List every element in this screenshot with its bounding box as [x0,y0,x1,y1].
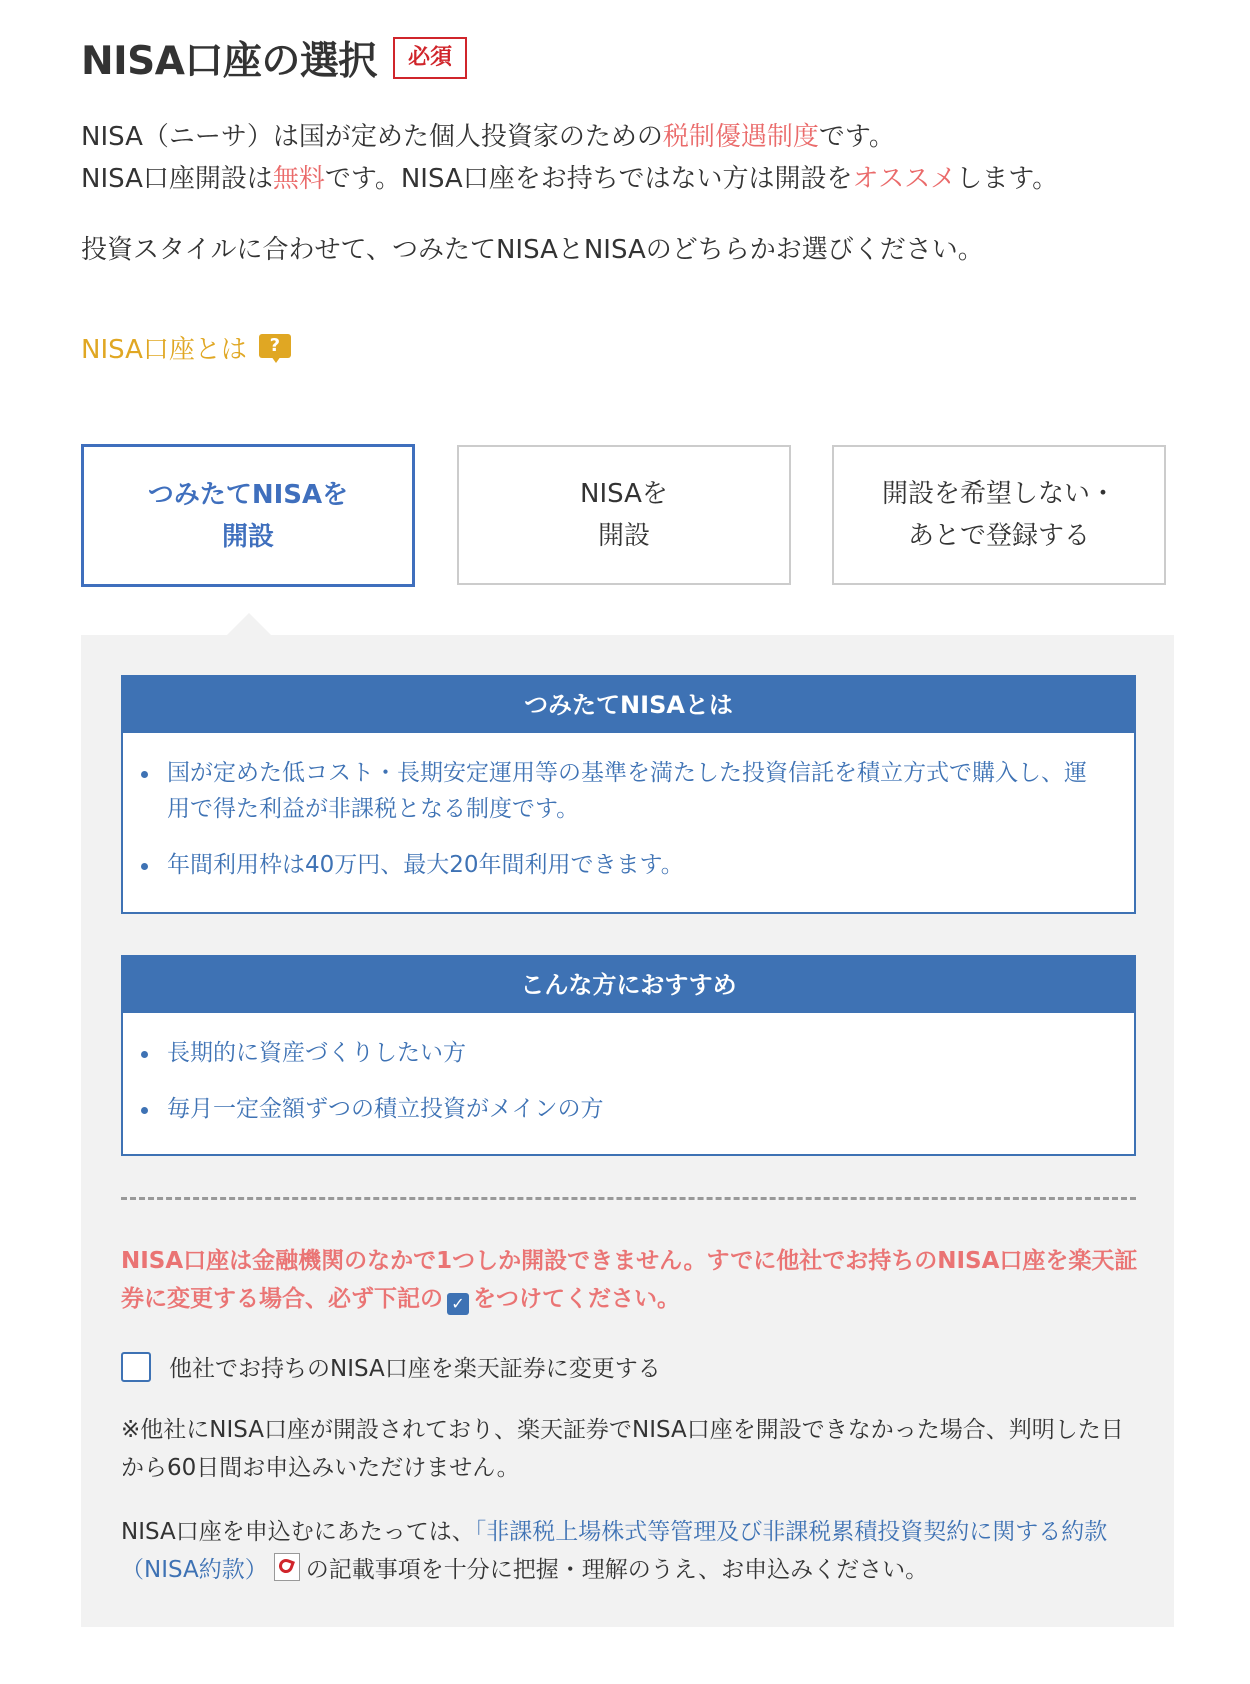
option-label-line: あとで登録する [907,521,1090,551]
list-item: 毎月一定金額ずつの積立投資がメインの方 [167,1091,1094,1127]
selection-pointer [227,613,271,635]
intro-line-2 [81,158,1181,200]
list-item: 長期的に資産づくりしたい方 [167,1035,1094,1071]
list-item: 年間利用枠は40万円、最大20年間利用できます。 [167,847,1094,883]
terms-prefix: NISA口座を申込むにあたっては、 [121,1519,475,1545]
option-label [148,474,348,558]
page-title: NISA口座の選択 [81,39,377,84]
nisa-info-link[interactable] [81,329,291,366]
option-nisa[interactable] [457,445,791,585]
transfer-checkbox-row[interactable] [121,1350,661,1383]
option-label-line: NISAを [580,479,668,509]
intro-text [81,116,1181,200]
intro-text-segment: です。 [818,122,895,152]
question-bubble-glyph: ? [259,334,291,358]
guide-text: 投資スタイルに合わせて、つみたてNISAとNISAのどちらかお選びください。 [81,235,984,265]
checkmark-icon: ✓ [447,1293,469,1315]
about-tsumitate-list [123,733,1134,901]
nisa-terms-link[interactable]: 「非課税上場株式等管理及び非課税累積投資契約に関する約款（NISA約款） [121,1519,1108,1583]
option-label-line: つみたてNISAを [147,479,349,510]
recommend-highlight: オススメ [852,164,957,194]
terms-text [121,1513,1141,1589]
transfer-checkbox[interactable] [121,1352,151,1382]
intro-text-segment: です。NISA口座をお持ちではない方は開設を [324,164,853,194]
transfer-warning [121,1242,1141,1318]
option-label-line: 開設 [597,521,650,551]
option-label-line: 開設 [221,521,274,552]
pdf-icon[interactable] [274,1553,300,1581]
nisa-info-link-label: NISA口座とは [81,335,247,365]
recommend-box [121,955,1136,1156]
required-badge: 必須 [393,37,467,79]
transfer-note: ※他社にNISA口座が開設されており、楽天証券でNISA口座を開設できなかった場合、判明した日から60日間お申込みいただけません。 [121,1417,1124,1481]
question-bubble-tail [271,356,281,363]
option-tsumitate-nisa[interactable] [81,444,415,587]
dashed-divider [121,1197,1136,1200]
about-tsumitate-title: つみたてNISAとは [123,677,1134,733]
option-label-line: 開設を希望しない・ [881,479,1116,509]
recommend-title: こんな方におすすめ [123,957,1134,1013]
intro-text-segment: NISA口座開設は [81,164,273,194]
title-row [81,30,467,86]
transfer-checkbox-label[interactable]: 他社でお持ちのNISA口座を楽天証券に変更する [169,1356,661,1382]
warning-text: をつけてください。 [473,1286,680,1312]
intro-text-segment: NISA（ニーサ）は国が定めた個人投資家のための [81,122,663,152]
option-later[interactable] [832,445,1166,585]
free-highlight: 無料 [272,164,325,194]
warning-text: NISA口座は金融機関のなかで1つしか開設できません。すでに他社でお持ちのNISA口座を楽天証券に変更する場合、必ず下記の [121,1248,1138,1312]
recommend-list [123,1013,1134,1145]
question-bubble-icon[interactable] [259,334,291,362]
list-item: 国が定めた低コスト・長期安定運用等の基準を満たした投資信託を積立方式で購入し、運用で得た利益が非課税となる制度です。 [167,755,1094,827]
intro-line-1 [81,116,1181,158]
terms-suffix: の記載事項を十分に把握・理解のうえ、お申込みください。 [305,1557,929,1583]
about-tsumitate-box [121,675,1136,914]
option-label [882,473,1116,557]
tax-benefit-highlight: 税制優遇制度 [662,122,819,152]
intro-text-segment: します。 [956,164,1059,194]
option-label [580,473,668,557]
